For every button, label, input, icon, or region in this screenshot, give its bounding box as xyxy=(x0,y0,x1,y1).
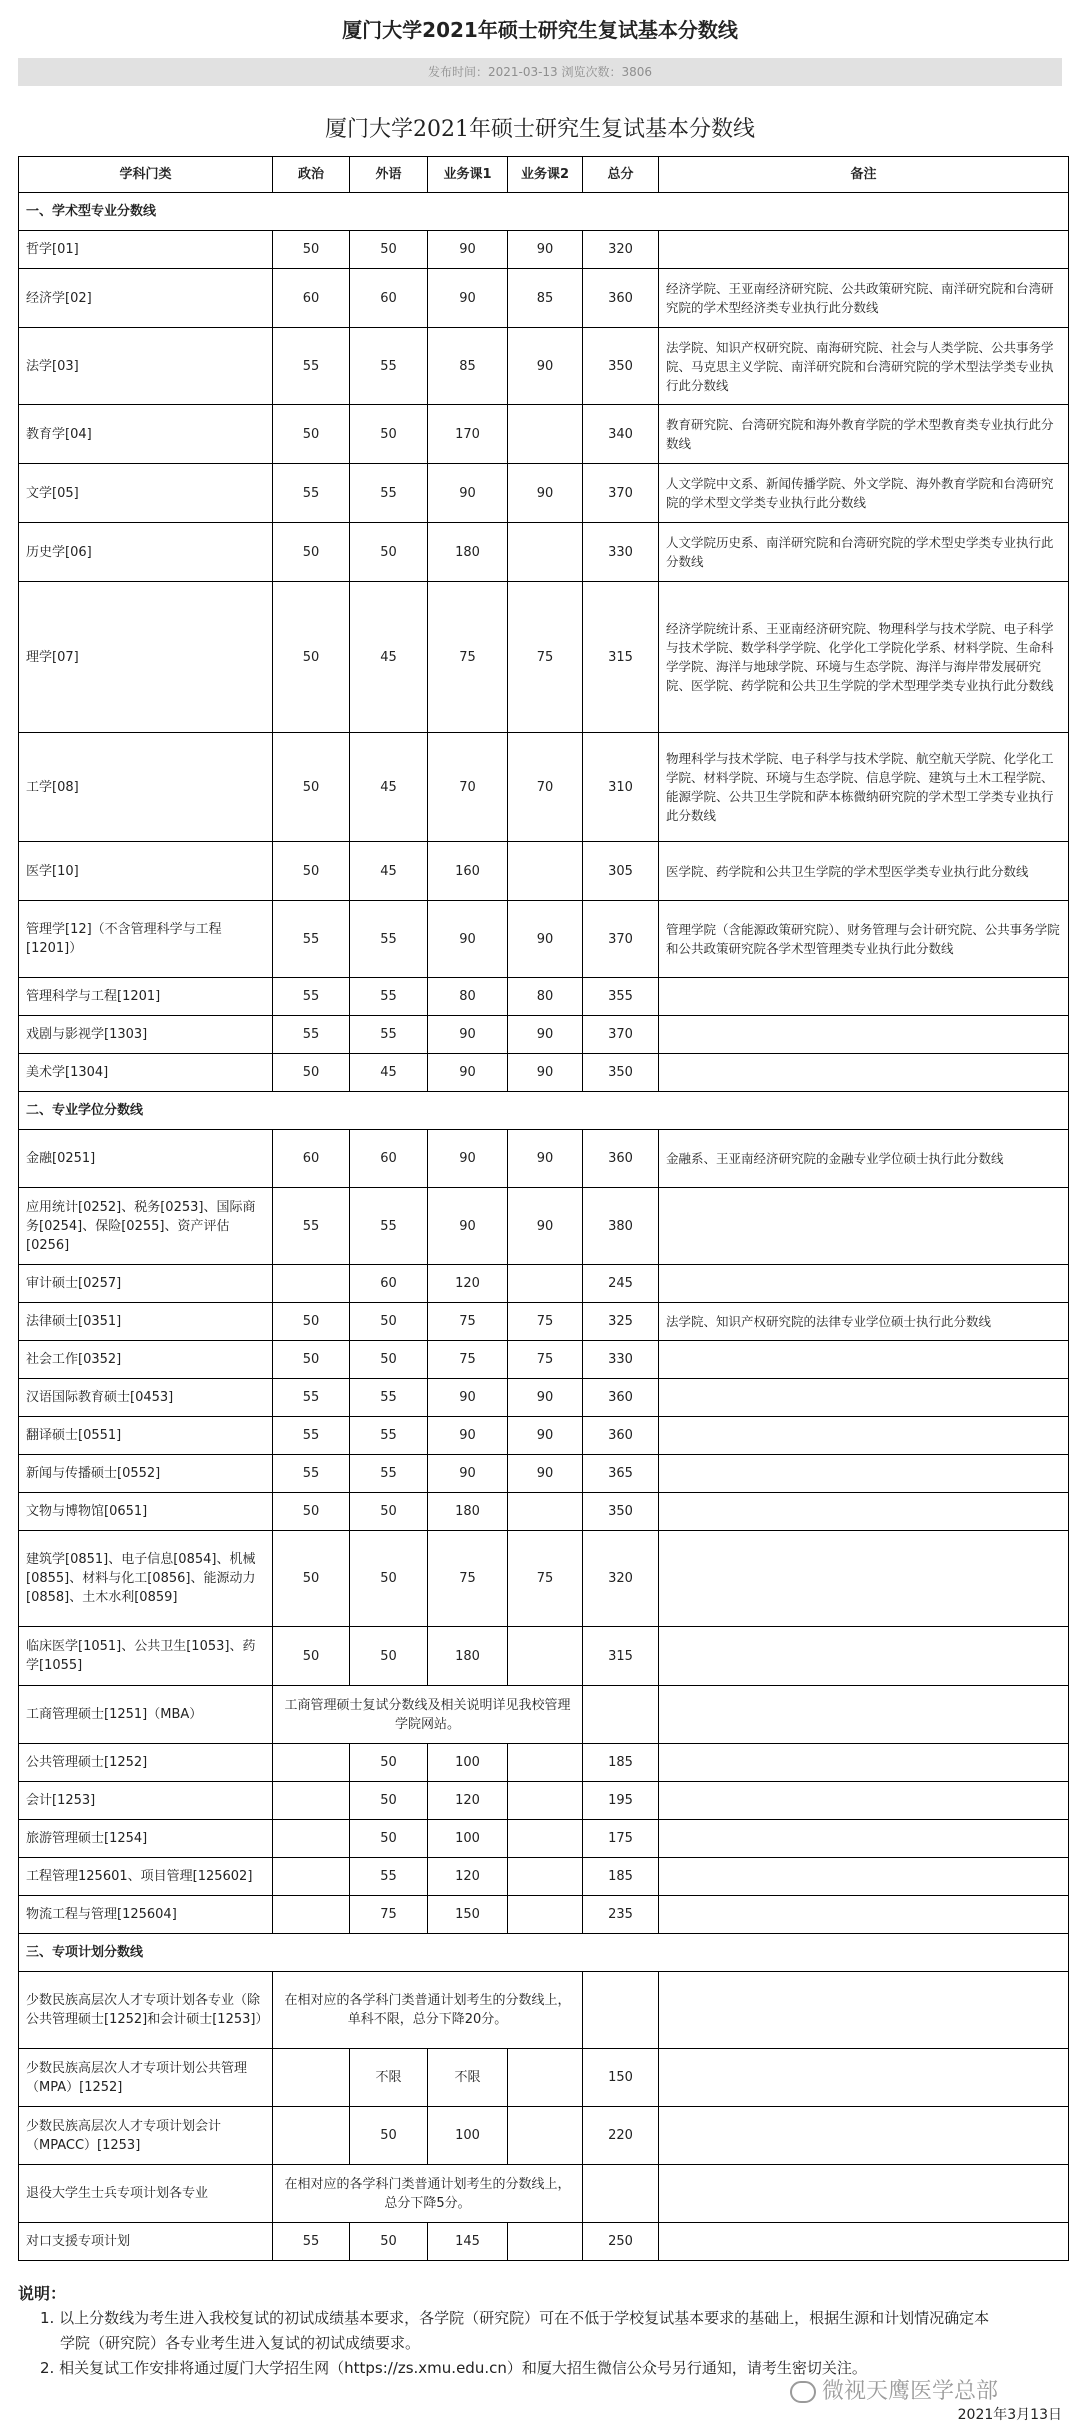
politics-cell xyxy=(273,2049,350,2107)
language-cell: 55 xyxy=(350,328,428,405)
course2-cell xyxy=(508,1858,583,1896)
language-cell: 50 xyxy=(350,523,428,582)
course1-cell: 不限 xyxy=(428,2049,508,2107)
course2-cell: 90 xyxy=(508,1130,583,1188)
subject-cell: 工学[08] xyxy=(19,733,273,842)
course1-cell: 90 xyxy=(428,1130,508,1188)
total-cell: 360 xyxy=(583,1379,659,1417)
course2-cell: 90 xyxy=(508,328,583,405)
course2-cell: 90 xyxy=(508,1455,583,1493)
table-row xyxy=(19,1130,1069,1188)
total-cell: 175 xyxy=(583,1820,659,1858)
politics-cell: 50 xyxy=(273,231,350,269)
note-cell xyxy=(659,1379,1069,1417)
total-cell: 350 xyxy=(583,1493,659,1531)
total-cell: 235 xyxy=(583,1896,659,1934)
subject-cell: 金融[0251] xyxy=(19,1130,273,1188)
course1-cell: 100 xyxy=(428,2107,508,2165)
course2-cell: 90 xyxy=(508,1054,583,1092)
course2-cell xyxy=(508,405,583,464)
total-cell: 195 xyxy=(583,1782,659,1820)
politics-cell: 50 xyxy=(273,1054,350,1092)
total-cell: 220 xyxy=(583,2107,659,2165)
politics-cell: 55 xyxy=(273,1016,350,1054)
note-cell xyxy=(659,1531,1069,1627)
note-cell: 人文学院历史系、南洋研究院和台湾研究院的学术型史学类专业执行此分数线 xyxy=(659,523,1069,582)
subject-cell: 工商管理硕士[1251]（MBA） xyxy=(19,1686,273,1744)
total-cell: 340 xyxy=(583,405,659,464)
subject-cell: 社会工作[0352] xyxy=(19,1341,273,1379)
header-politics: 政治 xyxy=(273,157,350,193)
subject-cell: 管理科学与工程[1201] xyxy=(19,978,273,1016)
politics-cell: 50 xyxy=(273,842,350,901)
course1-cell: 150 xyxy=(428,1896,508,1934)
politics-cell: 55 xyxy=(273,1379,350,1417)
course1-cell: 100 xyxy=(428,1744,508,1782)
table-row xyxy=(19,1493,1069,1531)
language-cell: 50 xyxy=(350,1341,428,1379)
total-cell: 370 xyxy=(583,464,659,523)
note-cell xyxy=(659,1054,1069,1092)
table-row xyxy=(19,1265,1069,1303)
note-cell: 金融系、王亚南经济研究院的金融专业学位硕士执行此分数线 xyxy=(659,1130,1069,1188)
subject-cell: 文学[05] xyxy=(19,464,273,523)
course2-cell: 90 xyxy=(508,1379,583,1417)
table-row xyxy=(19,1417,1069,1455)
table-row xyxy=(19,2223,1069,2261)
table-row xyxy=(19,1627,1069,1686)
header-total: 总分 xyxy=(583,157,659,193)
language-cell: 50 xyxy=(350,1744,428,1782)
table-row xyxy=(19,2165,1069,2223)
course1-cell: 170 xyxy=(428,405,508,464)
politics-cell: 55 xyxy=(273,901,350,978)
course2-cell xyxy=(508,1744,583,1782)
course1-cell: 90 xyxy=(428,1379,508,1417)
language-cell: 50 xyxy=(350,1627,428,1686)
note-cell xyxy=(659,1016,1069,1054)
table-row xyxy=(19,328,1069,405)
course1-cell: 160 xyxy=(428,842,508,901)
course1-cell: 90 xyxy=(428,901,508,978)
note-cell xyxy=(659,978,1069,1016)
course1-cell: 90 xyxy=(428,464,508,523)
course1-cell: 90 xyxy=(428,1016,508,1054)
note-cell: 法学院、知识产权研究院、南海研究院、社会与人类学院、公共事务学院、马克思主义学院、南洋研究院和台湾研究院的学术型法学类专业执行此分数线 xyxy=(659,328,1069,405)
subject-cell: 对口支援专项计划 xyxy=(19,2223,273,2261)
subject-cell: 会计[1253] xyxy=(19,1782,273,1820)
note-cell xyxy=(659,1455,1069,1493)
total-cell: 250 xyxy=(583,2223,659,2261)
course2-cell xyxy=(508,1820,583,1858)
subject-cell: 医学[10] xyxy=(19,842,273,901)
course1-cell: 75 xyxy=(428,1303,508,1341)
course1-cell: 85 xyxy=(428,328,508,405)
table-row xyxy=(19,978,1069,1016)
table-row xyxy=(19,1858,1069,1896)
politics-cell: 50 xyxy=(273,733,350,842)
total-cell: 370 xyxy=(583,901,659,978)
table-row xyxy=(19,842,1069,901)
subject-cell: 公共管理硕士[1252] xyxy=(19,1744,273,1782)
subject-cell: 应用统计[0252]、税务[0253]、国际商务[0254]、保险[0255]、资产评估[0256] xyxy=(19,1188,273,1265)
subject-cell: 翻译硕士[0551] xyxy=(19,1417,273,1455)
notes-label: 说明： xyxy=(18,2284,67,2303)
note-cell: 物理科学与技术学院、电子科学与技术学院、航空航天学院、化学化工学院、材料学院、环境与生态学院、信息学院、建筑与土木工程学院、能源学院、公共卫生学院和萨本栋微纳研究院的学术型工学类专业执行此分数线 xyxy=(659,733,1069,842)
course2-cell: 70 xyxy=(508,733,583,842)
note-item-1-cont: 学院（研究院）各专业考生进入复试的初试成绩要求。 xyxy=(60,2334,421,2352)
note-cell: 法学院、知识产权研究院的法律专业学位硕士执行此分数线 xyxy=(659,1303,1069,1341)
course2-cell: 90 xyxy=(508,1417,583,1455)
course2-cell xyxy=(508,1782,583,1820)
course2-cell xyxy=(508,1493,583,1531)
subject-cell: 哲学[01] xyxy=(19,231,273,269)
language-cell: 45 xyxy=(350,733,428,842)
subject-cell: 临床医学[1051]、公共卫生[1053]、药学[1055] xyxy=(19,1627,273,1686)
table-row xyxy=(19,1744,1069,1782)
table-row xyxy=(19,269,1069,328)
note-cell: 管理学院（含能源政策研究院）、财务管理与会计研究院、公共事务学院和公共政策研究院各学术型管理类专业执行此分数线 xyxy=(659,901,1069,978)
course1-cell: 90 xyxy=(428,1417,508,1455)
note-cell: 人文学院中文系、新闻传播学院、外文学院、海外教育学院和台湾研究院的学术型文学类专业执行此分数线 xyxy=(659,464,1069,523)
subject-cell: 历史学[06] xyxy=(19,523,273,582)
politics-cell: 55 xyxy=(273,328,350,405)
total-cell: 320 xyxy=(583,231,659,269)
total-cell: 370 xyxy=(583,1016,659,1054)
table-row xyxy=(19,1686,1069,1744)
subject-cell: 少数民族高层次人才专项计划公共管理（MPA）[1252] xyxy=(19,2049,273,2107)
total-cell: 185 xyxy=(583,1744,659,1782)
table-row xyxy=(19,901,1069,978)
section-row xyxy=(19,1092,1069,1130)
note-cell xyxy=(659,1341,1069,1379)
total-cell: 350 xyxy=(583,1054,659,1092)
table-header-row xyxy=(19,157,1069,193)
total-cell: 245 xyxy=(583,1265,659,1303)
course1-cell: 120 xyxy=(428,1782,508,1820)
language-cell: 55 xyxy=(350,978,428,1016)
total-cell: 315 xyxy=(583,1627,659,1686)
note-cell xyxy=(659,2049,1069,2107)
politics-cell: 60 xyxy=(273,269,350,328)
politics-cell: 50 xyxy=(273,1341,350,1379)
language-cell: 60 xyxy=(350,1130,428,1188)
table-row xyxy=(19,405,1069,464)
subject-cell: 少数民族高层次人才专项计划各专业（除公共管理硕士[1252]和会计硕士[1253]） xyxy=(19,1972,273,2049)
header-subject: 学科门类 xyxy=(19,157,273,193)
course1-cell: 75 xyxy=(428,1341,508,1379)
course1-cell: 180 xyxy=(428,523,508,582)
note-cell xyxy=(659,2223,1069,2261)
section-row xyxy=(19,193,1069,231)
header-language: 外语 xyxy=(350,157,428,193)
language-cell: 55 xyxy=(350,1858,428,1896)
total-cell: 360 xyxy=(583,1130,659,1188)
total-cell: 330 xyxy=(583,1341,659,1379)
language-cell: 45 xyxy=(350,582,428,733)
merged-rule-cell: 在相对应的各学科门类普通计划考生的分数线上，总分下降5分。 xyxy=(273,2165,583,2223)
course2-cell xyxy=(508,842,583,901)
merged-rule-cell: 在相对应的各学科门类普通计划考生的分数线上，单科不限，总分下降20分。 xyxy=(273,1972,583,2049)
subject-cell: 汉语国际教育硕士[0453] xyxy=(19,1379,273,1417)
language-cell: 50 xyxy=(350,1820,428,1858)
empty-cell xyxy=(583,1972,659,2049)
table-row xyxy=(19,1782,1069,1820)
language-cell: 55 xyxy=(350,464,428,523)
course1-cell: 180 xyxy=(428,1493,508,1531)
subject-cell: 旅游管理硕士[1254] xyxy=(19,1820,273,1858)
course2-cell xyxy=(508,1265,583,1303)
course2-cell: 75 xyxy=(508,1303,583,1341)
politics-cell: 50 xyxy=(273,1493,350,1531)
course1-cell: 70 xyxy=(428,733,508,842)
subject-cell: 管理学[12]（不含管理科学与工程[1201]） xyxy=(19,901,273,978)
table-row xyxy=(19,464,1069,523)
subject-cell: 文物与博物馆[0651] xyxy=(19,1493,273,1531)
total-cell: 365 xyxy=(583,1455,659,1493)
politics-cell: 50 xyxy=(273,1303,350,1341)
note-cell xyxy=(659,1265,1069,1303)
politics-cell xyxy=(273,1782,350,1820)
mba-note-cell: 工商管理硕士复试分数线及相关说明详见我校管理学院网站。 xyxy=(273,1686,583,1744)
note-cell xyxy=(659,1820,1069,1858)
language-cell: 50 xyxy=(350,1782,428,1820)
course2-cell: 80 xyxy=(508,978,583,1016)
table-row xyxy=(19,231,1069,269)
subject-cell: 少数民族高层次人才专项计划会计（MPACC）[1253] xyxy=(19,2107,273,2165)
table-row xyxy=(19,2049,1069,2107)
total-cell: 315 xyxy=(583,582,659,733)
course1-cell: 120 xyxy=(428,1858,508,1896)
politics-cell xyxy=(273,1265,350,1303)
politics-cell: 55 xyxy=(273,1417,350,1455)
signature-date: 2021年3月13日 xyxy=(957,2407,1062,2423)
note-cell xyxy=(659,1493,1069,1531)
course2-cell xyxy=(508,1627,583,1686)
total-cell: 150 xyxy=(583,2049,659,2107)
language-cell: 55 xyxy=(350,1417,428,1455)
table-row xyxy=(19,1341,1069,1379)
subject-cell: 物流工程与管理[125604] xyxy=(19,1896,273,1934)
table-row xyxy=(19,1972,1069,2049)
language-cell: 50 xyxy=(350,1303,428,1341)
language-cell: 60 xyxy=(350,269,428,328)
course1-cell: 90 xyxy=(428,1054,508,1092)
subject-cell: 教育学[04] xyxy=(19,405,273,464)
empty-cell xyxy=(659,2165,1069,2223)
course1-cell: 80 xyxy=(428,978,508,1016)
page-title: 厦门大学2021年硕士研究生复试基本分数线 xyxy=(342,18,738,42)
course2-cell: 90 xyxy=(508,231,583,269)
course2-cell xyxy=(508,1896,583,1934)
subject-cell: 退役大学生士兵专项计划各专业 xyxy=(19,2165,273,2223)
table-row xyxy=(19,2107,1069,2165)
score-table xyxy=(18,156,1069,2261)
total-cell: 305 xyxy=(583,842,659,901)
course2-cell xyxy=(508,2223,583,2261)
politics-cell: 55 xyxy=(273,2223,350,2261)
note-cell: 经济学院统计系、王亚南经济研究院、物理科学与技术学院、电子科学与技术学院、数学科学学院、化学化工学院化学系、材料学院、生命科学学院、海洋与地球学院、环境与生态学院、海洋与海岸带发展研究院、医学院、药学院和公共卫生学院的学术型理学类专业执行此分数线 xyxy=(659,582,1069,733)
note-cell xyxy=(659,1744,1069,1782)
note-cell xyxy=(659,1896,1069,1934)
table-row xyxy=(19,1303,1069,1341)
header-note: 备注 xyxy=(659,157,1069,193)
total-cell: 380 xyxy=(583,1188,659,1265)
politics-cell xyxy=(273,1744,350,1782)
course2-cell xyxy=(508,523,583,582)
politics-cell: 50 xyxy=(273,582,350,733)
empty-cell xyxy=(583,2165,659,2223)
course2-cell: 90 xyxy=(508,1188,583,1265)
politics-cell: 50 xyxy=(273,1627,350,1686)
language-cell: 55 xyxy=(350,1188,428,1265)
total-cell: 310 xyxy=(583,733,659,842)
note-cell: 医学院、药学院和公共卫生学院的学术型医学类专业执行此分数线 xyxy=(659,842,1069,901)
note-cell xyxy=(659,1417,1069,1455)
politics-cell: 60 xyxy=(273,1130,350,1188)
language-cell: 50 xyxy=(350,231,428,269)
notes-block xyxy=(18,2281,1068,2381)
course1-cell: 90 xyxy=(428,1455,508,1493)
politics-cell: 50 xyxy=(273,405,350,464)
politics-cell: 55 xyxy=(273,464,350,523)
empty-cell xyxy=(583,1686,659,1744)
course2-cell: 90 xyxy=(508,464,583,523)
course2-cell: 85 xyxy=(508,269,583,328)
total-cell: 360 xyxy=(583,269,659,328)
note-cell xyxy=(659,231,1069,269)
course2-cell xyxy=(508,2107,583,2165)
politics-cell: 55 xyxy=(273,978,350,1016)
table-row xyxy=(19,523,1069,582)
course2-cell: 75 xyxy=(508,1531,583,1627)
note-cell xyxy=(659,1627,1069,1686)
header-course1: 业务课1 xyxy=(428,157,508,193)
language-cell: 55 xyxy=(350,1379,428,1417)
subject-cell: 法学[03] xyxy=(19,328,273,405)
politics-cell: 55 xyxy=(273,1455,350,1493)
language-cell: 50 xyxy=(350,1493,428,1531)
course1-cell: 180 xyxy=(428,1627,508,1686)
publish-meta: 发布时间：2021-03-13 浏览次数：3806 xyxy=(18,58,1062,86)
table-row xyxy=(19,1820,1069,1858)
subject-cell: 审计硕士[0257] xyxy=(19,1265,273,1303)
table-row xyxy=(19,1054,1069,1092)
politics-cell: 55 xyxy=(273,1188,350,1265)
subject-cell: 经济学[02] xyxy=(19,269,273,328)
note-cell: 经济学院、王亚南经济研究院、公共政策研究院、南洋研究院和台湾研究院的学术型经济类专业执行此分数线 xyxy=(659,269,1069,328)
wechat-icon xyxy=(790,2381,816,2403)
politics-cell xyxy=(273,2107,350,2165)
politics-cell: 50 xyxy=(273,1531,350,1627)
language-cell: 55 xyxy=(350,1016,428,1054)
total-cell: 355 xyxy=(583,978,659,1016)
language-cell: 75 xyxy=(350,1896,428,1934)
subject-cell: 工程管理125601、项目管理[125602] xyxy=(19,1858,273,1896)
note-cell: 教育研究院、台湾研究院和海外教育学院的学术型教育类专业执行此分数线 xyxy=(659,405,1069,464)
course1-cell: 90 xyxy=(428,269,508,328)
subject-cell: 戏剧与影视学[1303] xyxy=(19,1016,273,1054)
note-cell xyxy=(659,2107,1069,2165)
total-cell: 325 xyxy=(583,1303,659,1341)
course1-cell: 75 xyxy=(428,582,508,733)
language-cell: 55 xyxy=(350,901,428,978)
language-cell: 50 xyxy=(350,2107,428,2165)
course2-cell: 90 xyxy=(508,1016,583,1054)
note-item-1: 1. 以上分数线为考生进入我校复试的初试成绩基本要求，各学院（研究院）可在不低于学校复试基本要求的基础上，根据生源和计划情况确定本 xyxy=(40,2309,990,2327)
language-cell: 50 xyxy=(350,2223,428,2261)
total-cell: 330 xyxy=(583,523,659,582)
course2-cell: 75 xyxy=(508,582,583,733)
table-row xyxy=(19,1188,1069,1265)
politics-cell xyxy=(273,1820,350,1858)
table-title: 厦门大学2021年硕士研究生复试基本分数线 xyxy=(325,117,755,142)
language-cell: 45 xyxy=(350,842,428,901)
note-cell xyxy=(659,1188,1069,1265)
table-row xyxy=(19,1455,1069,1493)
course1-cell: 90 xyxy=(428,231,508,269)
course1-cell: 120 xyxy=(428,1265,508,1303)
empty-cell xyxy=(659,1972,1069,2049)
note-cell xyxy=(659,1858,1069,1896)
language-cell: 55 xyxy=(350,1455,428,1493)
header-course2: 业务课2 xyxy=(508,157,583,193)
politics-cell xyxy=(273,1896,350,1934)
table-row xyxy=(19,733,1069,842)
section-row xyxy=(19,1934,1069,1972)
note-item-2: 2. 相关复试工作安排将通过厦门大学招生网（https://zs.xmu.edu.cn）和厦大招生微信公众号另行通知，请考生密切关注。 xyxy=(40,2359,867,2377)
course1-cell: 75 xyxy=(428,1531,508,1627)
section-title: 三、专项计划分数线 xyxy=(19,1934,1069,1972)
section-title: 二、专业学位分数线 xyxy=(19,1092,1069,1130)
course1-cell: 145 xyxy=(428,2223,508,2261)
total-cell: 320 xyxy=(583,1531,659,1627)
table-row xyxy=(19,582,1069,733)
course2-cell: 75 xyxy=(508,1341,583,1379)
total-cell: 360 xyxy=(583,1417,659,1455)
course2-cell xyxy=(508,2049,583,2107)
language-cell: 50 xyxy=(350,405,428,464)
table-row xyxy=(19,1896,1069,1934)
subject-cell: 美术学[1304] xyxy=(19,1054,273,1092)
language-cell: 50 xyxy=(350,1531,428,1627)
language-cell: 45 xyxy=(350,1054,428,1092)
table-row xyxy=(19,1016,1069,1054)
course1-cell: 90 xyxy=(428,1188,508,1265)
table-row xyxy=(19,1379,1069,1417)
language-cell: 不限 xyxy=(350,2049,428,2107)
subject-cell: 建筑学[0851]、电子信息[0854]、机械[0855]、材料与化工[0856]、能源动力[0858]、土木水利[0859] xyxy=(19,1531,273,1627)
subject-cell: 法律硕士[0351] xyxy=(19,1303,273,1341)
subject-cell: 新闻与传播硕士[0552] xyxy=(19,1455,273,1493)
subject-cell: 理学[07] xyxy=(19,582,273,733)
empty-cell xyxy=(659,1686,1069,1744)
note-cell xyxy=(659,1782,1069,1820)
table-row xyxy=(19,1531,1069,1627)
course2-cell: 90 xyxy=(508,901,583,978)
language-cell: 60 xyxy=(350,1265,428,1303)
total-cell: 185 xyxy=(583,1858,659,1896)
politics-cell xyxy=(273,1858,350,1896)
total-cell: 350 xyxy=(583,328,659,405)
section-title: 一、学术型专业分数线 xyxy=(19,193,1069,231)
politics-cell: 50 xyxy=(273,523,350,582)
watermark: 微视天鹰医学总部 xyxy=(790,2374,998,2405)
course1-cell: 100 xyxy=(428,1820,508,1858)
